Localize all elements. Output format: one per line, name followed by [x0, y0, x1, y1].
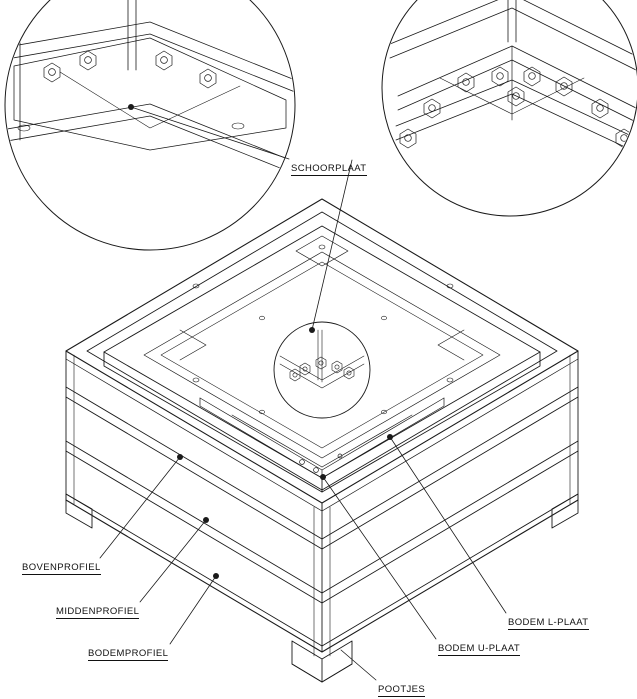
planter-body	[66, 199, 578, 656]
label-schoorplaat: SCHOORPLAAT	[291, 163, 367, 174]
leader-bodem-u-plaat	[323, 477, 436, 639]
leader-schoorplaat-detail	[131, 107, 289, 159]
label-middenprofiel: MIDDENPROFIEL	[56, 606, 140, 617]
leader-pootjes	[341, 650, 376, 680]
label-bodemprofiel: BODEMPROFIEL	[88, 648, 169, 659]
label-bodem-l-plaat: BODEM L-PLAAT	[508, 617, 589, 628]
leader-lines	[100, 107, 506, 680]
detail-circle-center	[274, 322, 370, 418]
leader-schoorplaat-body	[312, 160, 352, 330]
leader-bodemprofiel	[170, 576, 216, 644]
bottom-u-plate-frame	[200, 398, 444, 478]
label-pootjes: POOTJES	[378, 684, 426, 695]
detail-circle-top-left	[0, 0, 310, 250]
leader-middenprofiel	[140, 520, 206, 602]
leader-bodem-l-plaat	[390, 437, 506, 613]
leader-bovenprofiel	[100, 457, 180, 558]
label-bovenprofiel: BOVENPROFIEL	[22, 562, 101, 573]
rim-bolts	[193, 245, 453, 414]
detail-circle-top-right	[382, 0, 637, 216]
label-bodem-u-plaat: BODEM U-PLAAT	[438, 643, 521, 654]
